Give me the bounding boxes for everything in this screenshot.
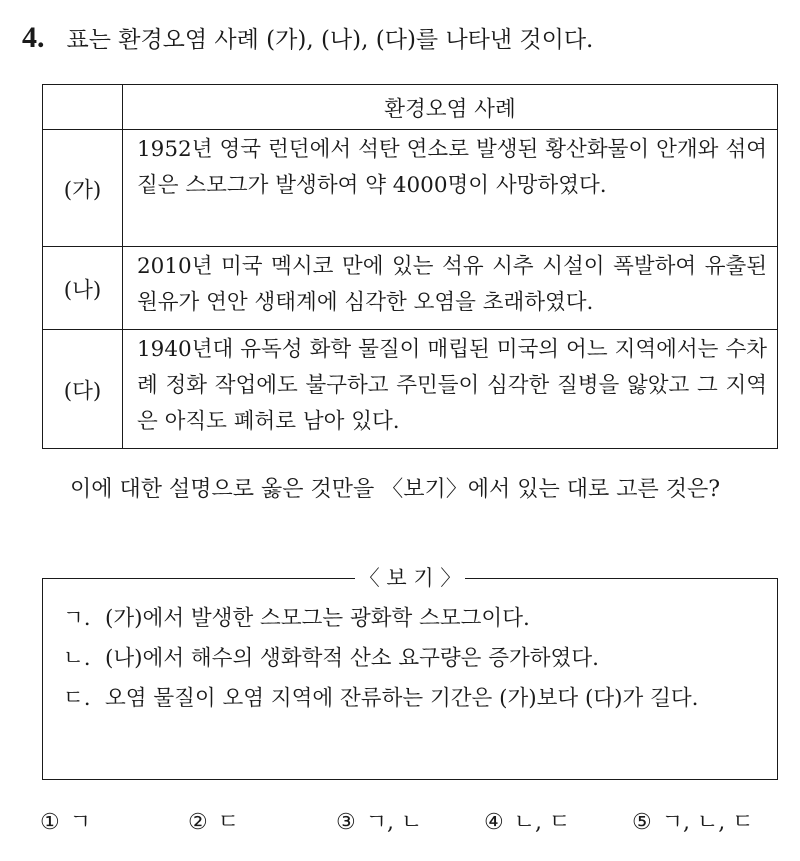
row-text: 2010년 미국 멕시코 만에 있는 석유 시추 시설이 폭발하여 유출된 원유가 연안 생태계에 심각한 오염을 초래하였다. xyxy=(123,247,778,330)
bogi-marker: ㄴ. xyxy=(63,646,91,671)
table-row xyxy=(43,247,778,330)
choice-number: ② xyxy=(188,810,208,835)
choice-text: ㄱ xyxy=(69,810,91,835)
table-row xyxy=(43,130,778,247)
row-label: (가) xyxy=(43,130,123,247)
row-label: (다) xyxy=(43,330,123,449)
bogi-text: (나)에서 해수의 생화학적 산소 요구량은 증가하였다. xyxy=(105,646,599,671)
choice-number: ⑤ xyxy=(632,810,652,835)
answer-option-4[interactable] xyxy=(484,805,570,836)
bogi-marker: ㄷ. xyxy=(63,686,91,711)
question-prompt: 이에 대한 설명으로 옳은 것만을 〈보기〉에서 있는 대로 고른 것은? xyxy=(70,477,721,502)
bogi-item xyxy=(63,679,759,719)
bogi-text: (가)에서 발생한 스모그는 광화학 스모그이다. xyxy=(105,606,530,631)
choice-number: ① xyxy=(40,810,60,835)
bogi-marker: ㄱ. xyxy=(63,606,91,631)
bogi-text: 오염 물질이 오염 지역에 잔류하는 기간은 (가)보다 (다)가 길다. xyxy=(105,686,699,711)
answer-option-5[interactable] xyxy=(632,805,753,836)
table-header-title: 환경오염 사례 xyxy=(123,85,778,130)
row-text: 1940년대 유독성 화학 물질이 매립된 미국의 어느 지역에서는 수차례 정화 작업에도 불구하고 주민들이 심각한 질병을 앓았고 그 지역은 아직도 폐허로 남아 있다. xyxy=(123,330,778,449)
question-text: 표는 환경오염 사례 (가), (나), (다)를 나타낸 것이다. xyxy=(66,27,594,53)
question-stem xyxy=(22,18,782,60)
bogi-item xyxy=(63,639,759,679)
table-header-empty xyxy=(43,85,123,130)
bogi-item xyxy=(63,599,759,639)
choice-text: ㄴ, ㄷ xyxy=(513,810,571,835)
pollution-cases-table xyxy=(42,84,778,449)
choice-text: ㄱ, ㄴ xyxy=(365,810,423,835)
answer-option-2[interactable] xyxy=(188,805,239,836)
bogi-title: 〈 보 기 〉 xyxy=(355,566,466,590)
question-number: 4. xyxy=(22,21,45,54)
choice-number: ③ xyxy=(336,810,356,835)
bogi-box xyxy=(42,566,778,780)
table-header-row xyxy=(43,85,778,130)
answer-option-1[interactable] xyxy=(40,805,91,836)
choice-number: ④ xyxy=(484,810,504,835)
row-text: 1952년 영국 런던에서 석탄 연소로 발생된 황산화물이 안개와 섞여 짙은 스모그가 발생하여 약 4000명이 사망하였다. xyxy=(123,130,778,247)
row-label: (나) xyxy=(43,247,123,330)
choice-text: ㄷ xyxy=(217,810,239,835)
bogi-list xyxy=(63,599,759,719)
choice-text: ㄱ, ㄴ, ㄷ xyxy=(661,810,754,835)
answer-option-3[interactable] xyxy=(336,805,422,836)
table-row xyxy=(43,330,778,449)
